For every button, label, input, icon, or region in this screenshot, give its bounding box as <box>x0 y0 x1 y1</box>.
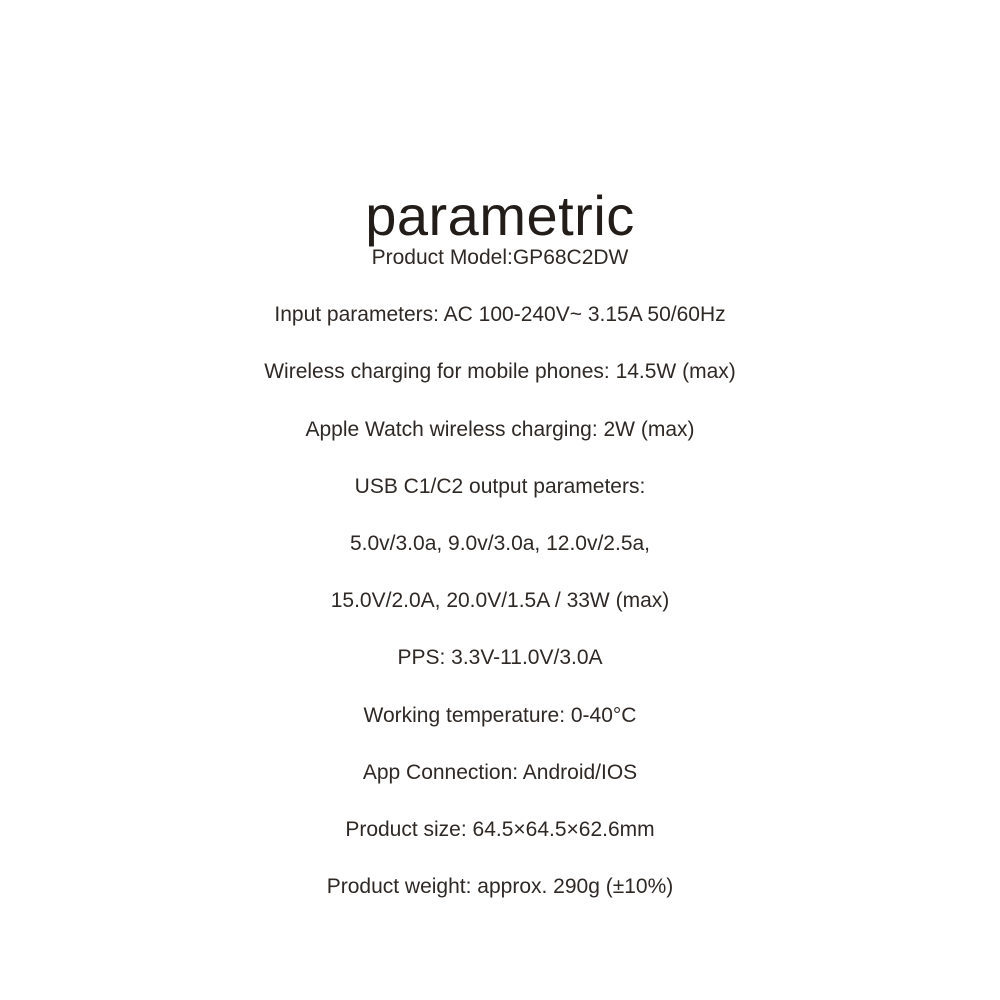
product-size-line: Product size: 64.5×64.5×62.6mm <box>345 817 655 841</box>
usb-output-heading-line: USB C1/C2 output parameters: <box>354 474 646 498</box>
product-weight-line: Product weight: approx. 290g (±10%) <box>326 875 674 899</box>
pps-line: PPS: 3.3V-11.0V/3.0A <box>397 646 603 670</box>
usb-output-values-line-1: 5.0v/3.0a, 9.0v/3.0a, 12.0v/2.5a, <box>349 531 651 555</box>
product-model-line: Product Model:GP68C2DW <box>371 246 629 269</box>
usb-output-values-line-2: 15.0V/2.0A, 20.0V/1.5A / 33W (max) <box>330 589 670 613</box>
input-parameters-line: Input parameters: AC 100-240V~ 3.15A 50/60Hz <box>274 303 726 327</box>
app-connection-line: App Connection: Android/IOS <box>362 760 638 784</box>
watch-wireless-charging-line: Apple Watch wireless charging: 2W (max) <box>305 417 695 441</box>
parameter-list <box>0 229 1000 915</box>
page-title: parametric <box>365 183 635 247</box>
phone-wireless-charging-line: Wireless charging for mobile phones: 14.5W (max) <box>264 360 736 384</box>
working-temperature-line: Working temperature: 0-40°C <box>363 703 637 727</box>
